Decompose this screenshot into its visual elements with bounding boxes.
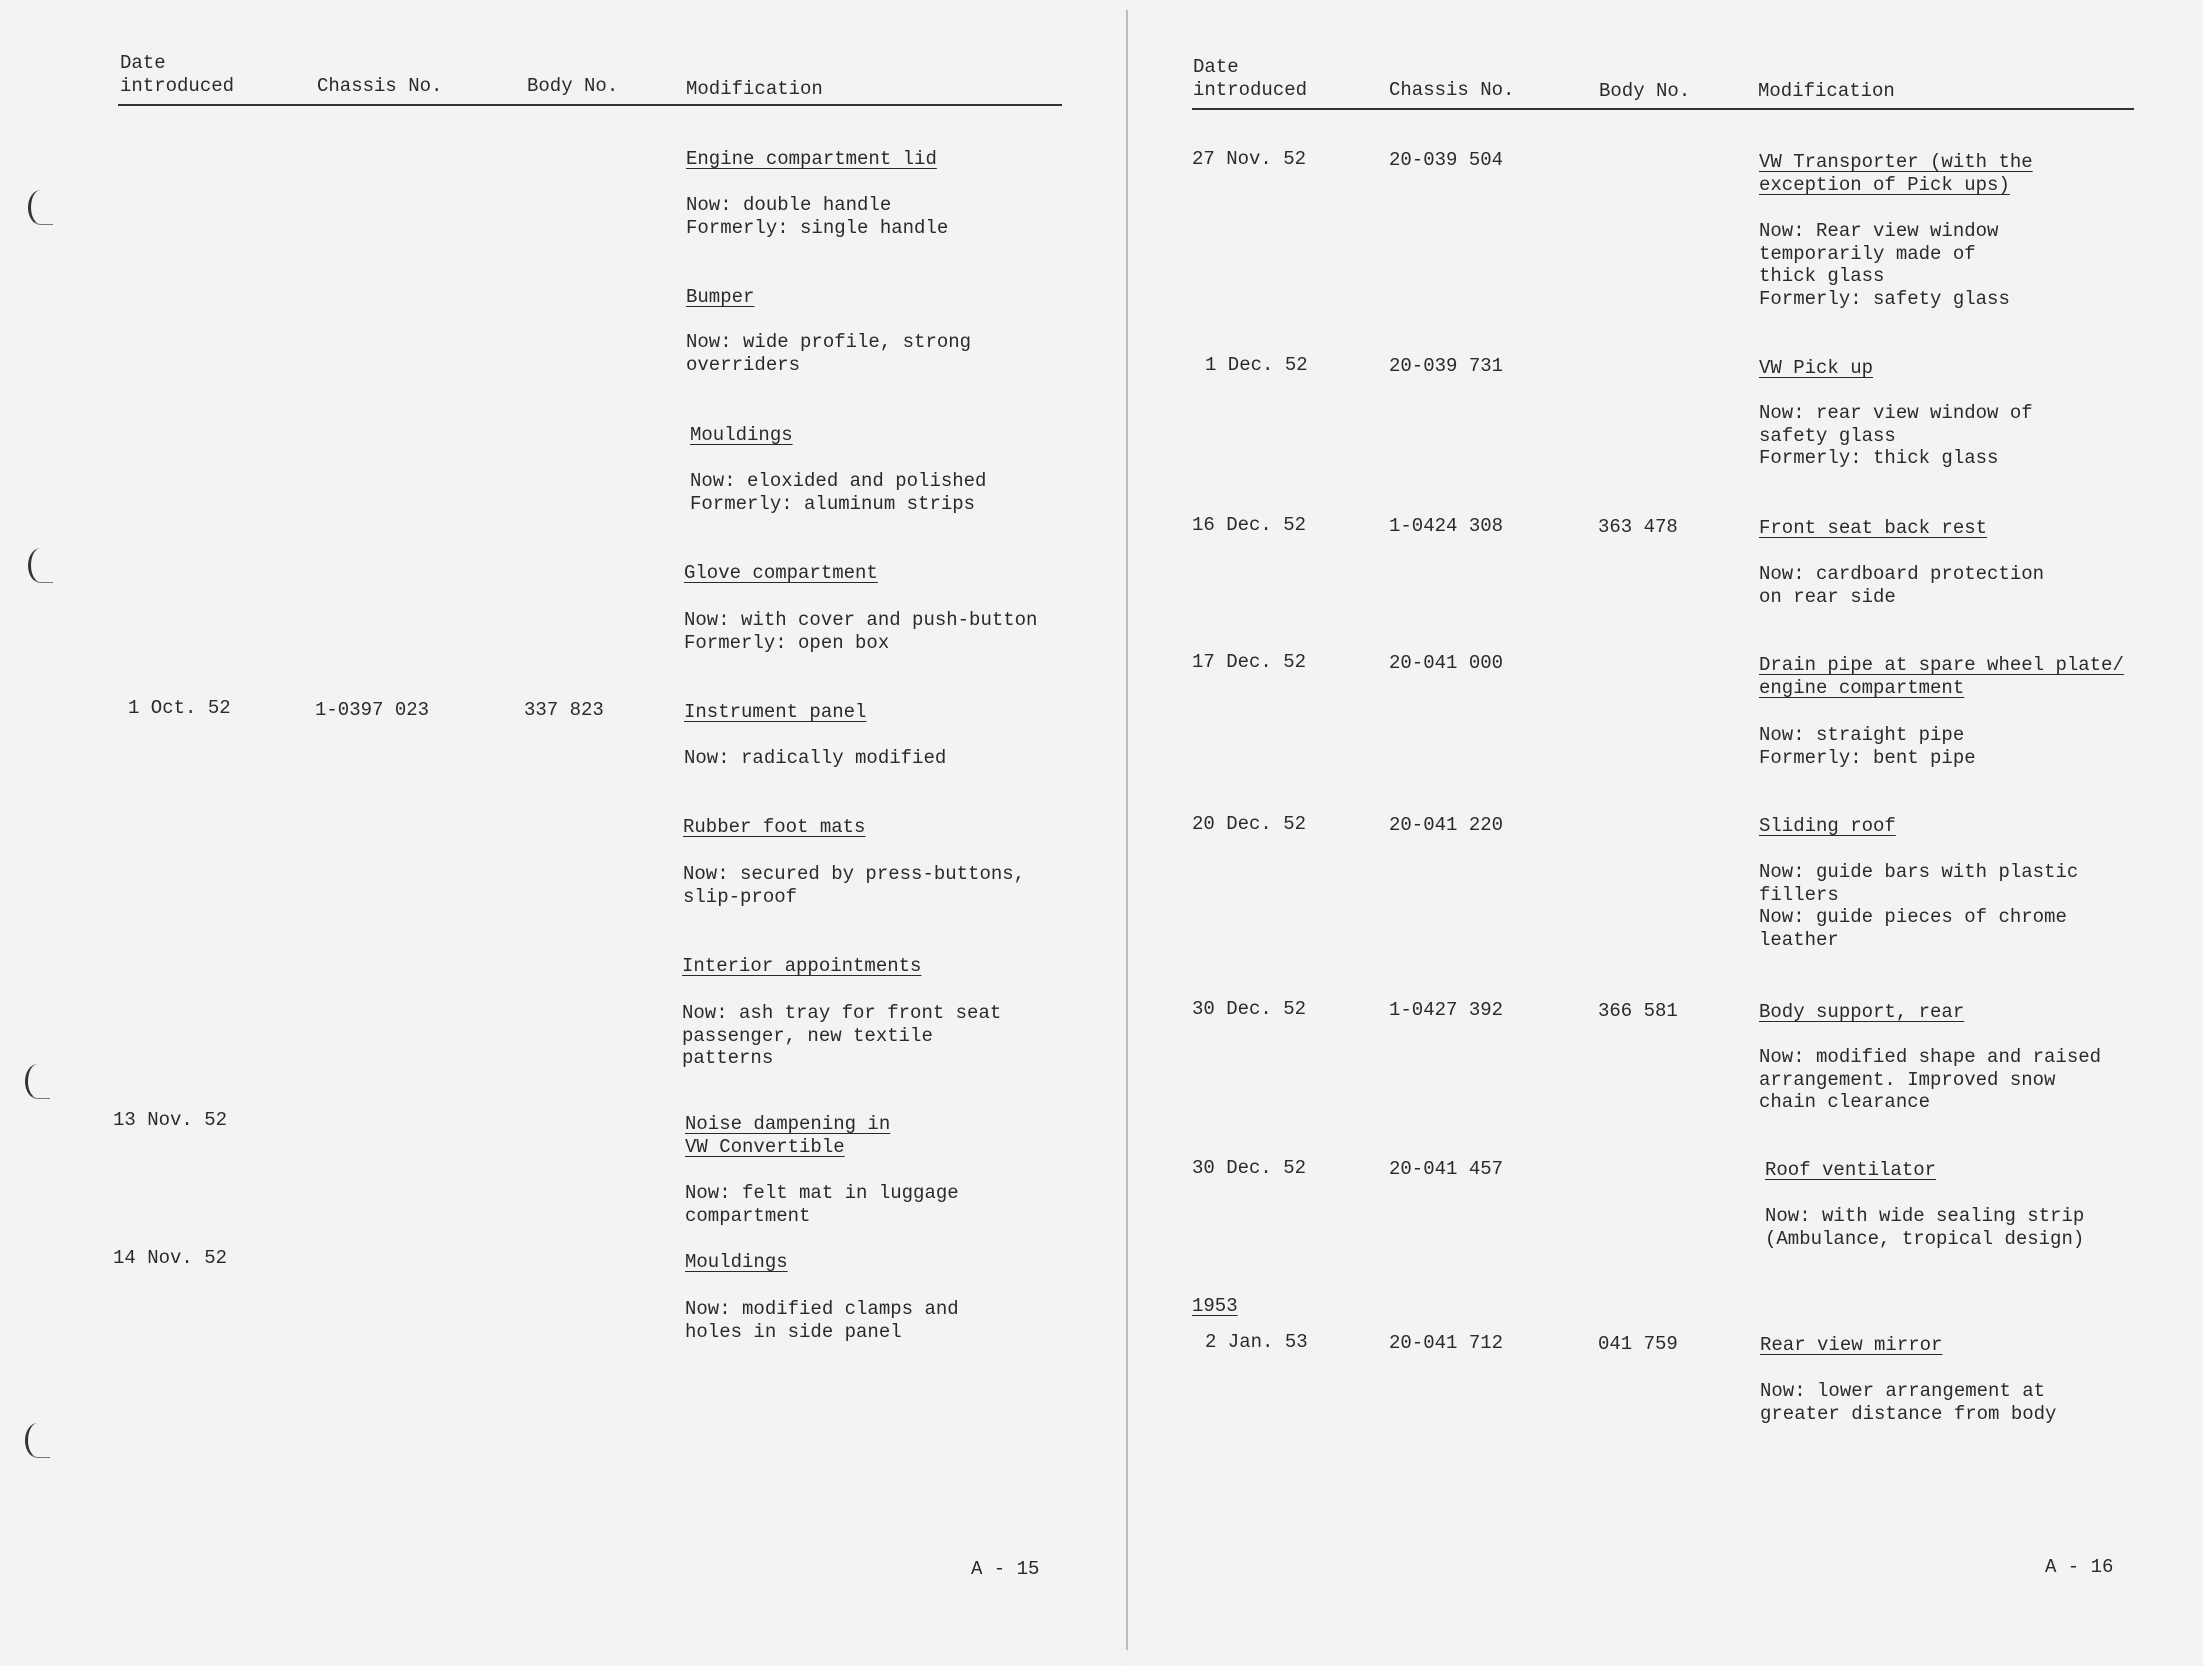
entry-description: Now: straight pipe Formerly: bent pipe	[1759, 724, 1976, 769]
entry-date: 30 Dec. 52	[1192, 1157, 1307, 1179]
header-rule	[1192, 108, 2134, 110]
entry-description: Now: cardboard protection on rear side	[1759, 563, 2045, 608]
entry-body: 337 823	[524, 699, 604, 721]
entry-title: Sliding roof	[1759, 815, 1896, 837]
binder-hole-mark	[25, 1064, 50, 1099]
entry-chassis: 20-041 712	[1389, 1332, 1504, 1354]
entry-date: 2 Jan. 53	[1205, 1331, 1308, 1353]
header-body: Body No.	[1599, 80, 1691, 102]
entry-title: Engine compartment lid	[686, 148, 937, 170]
header-chassis: Chassis No.	[1389, 79, 1515, 101]
entry-title: Interior appointments	[682, 955, 922, 977]
page-number: A - 16	[2045, 1556, 2114, 1578]
entry-date: 1 Oct. 52	[128, 697, 231, 719]
entry-chassis: 1-0427 392	[1389, 999, 1504, 1021]
entry-description: Now: ash tray for front seat passenger, new textile patterns	[682, 1002, 1002, 1069]
header-date: Date introduced	[1193, 56, 1308, 101]
entry-description: Now: wide profile, strong overriders	[686, 331, 972, 376]
entry-date: 14 Nov. 52	[113, 1247, 228, 1269]
entry-title: Instrument panel	[684, 701, 867, 723]
entry-date: 1 Dec. 52	[1205, 354, 1308, 376]
entry-title: VW Transporter (with the exception of Pick ups)	[1759, 151, 2033, 196]
entry-title: Glove compartment	[684, 562, 878, 584]
entry-title: Rear view mirror	[1760, 1334, 1943, 1356]
entry-title: Mouldings	[685, 1251, 788, 1273]
entry-chassis: 20-041 457	[1389, 1158, 1504, 1180]
entry-title: Mouldings	[690, 424, 793, 446]
entry-description: Now: guide bars with plastic fillers Now: guide pieces of chrome leather	[1759, 861, 2079, 951]
entry-chassis: 20-039 504	[1389, 149, 1504, 171]
header-rule	[118, 104, 1062, 106]
entry-description: Now: felt mat in luggage compartment	[685, 1182, 959, 1227]
entry-description: Now: lower arrangement at greater distance from body	[1760, 1380, 2057, 1425]
entry-description: Now: rear view window of safety glass Formerly: thick glass	[1759, 402, 2033, 469]
entry-chassis: 20-039 731	[1389, 355, 1504, 377]
entry-title: Drain pipe at spare wheel plate/ engine compartment	[1759, 654, 2124, 699]
entry-title: Noise dampening in VW Convertible	[685, 1113, 891, 1158]
entry-date: 27 Nov. 52	[1192, 148, 1307, 170]
entry-title: Rubber foot mats	[683, 816, 866, 838]
entry-description: Now: radically modified	[684, 747, 947, 769]
entry-description: Now: modified shape and raised arrangement. Improved snow chain clearance	[1759, 1046, 2102, 1113]
page-number: A - 15	[971, 1558, 1040, 1580]
entry-title: VW Pick up	[1759, 357, 1874, 379]
year-label: 1953	[1192, 1295, 1238, 1317]
entry-chassis: 20-041 220	[1389, 814, 1504, 836]
entry-chassis: 1-0397 023	[315, 699, 430, 721]
binder-hole-mark	[25, 1423, 50, 1458]
entry-date: 16 Dec. 52	[1192, 514, 1307, 536]
binder-hole-mark	[28, 190, 53, 225]
header-modification: Modification	[686, 78, 823, 100]
entry-date: 30 Dec. 52	[1192, 998, 1307, 1020]
entry-description: Now: eloxided and polished Formerly: aluminum strips	[690, 470, 987, 515]
header-modification: Modification	[1758, 80, 1895, 102]
entry-title: Bumper	[686, 286, 755, 308]
header-date: Date introduced	[120, 52, 235, 97]
entry-title: Roof ventilator	[1765, 1159, 1937, 1181]
entry-chassis: 1-0424 308	[1389, 515, 1504, 537]
entry-description: Now: Rear view window temporarily made of thick glass Formerly: safety glass	[1759, 220, 2010, 310]
entry-body: 041 759	[1598, 1333, 1678, 1355]
entry-description: Now: with wide sealing strip (Ambulance, tropical design)	[1765, 1205, 2085, 1250]
header-chassis: Chassis No.	[317, 75, 443, 97]
entry-description: Now: secured by press-buttons, slip-proof	[683, 863, 1026, 908]
binder-hole-mark	[28, 548, 53, 583]
entry-description: Now: with cover and push-button Formerly: open box	[684, 609, 1038, 654]
entry-chassis: 20-041 000	[1389, 652, 1504, 674]
entry-title: Body support, rear	[1759, 1001, 1965, 1023]
entry-date: 17 Dec. 52	[1192, 651, 1307, 673]
entry-description: Now: modified clamps and holes in side panel	[685, 1298, 959, 1343]
entry-title: Front seat back rest	[1759, 517, 1988, 539]
header-body: Body No.	[527, 75, 619, 97]
entry-date: 13 Nov. 52	[113, 1109, 228, 1131]
entry-body: 366 581	[1598, 1000, 1678, 1022]
entry-description: Now: double handle Formerly: single handle	[686, 194, 949, 239]
entry-date: 20 Dec. 52	[1192, 813, 1307, 835]
entry-body: 363 478	[1598, 516, 1678, 538]
right-page	[1128, 0, 2203, 1666]
